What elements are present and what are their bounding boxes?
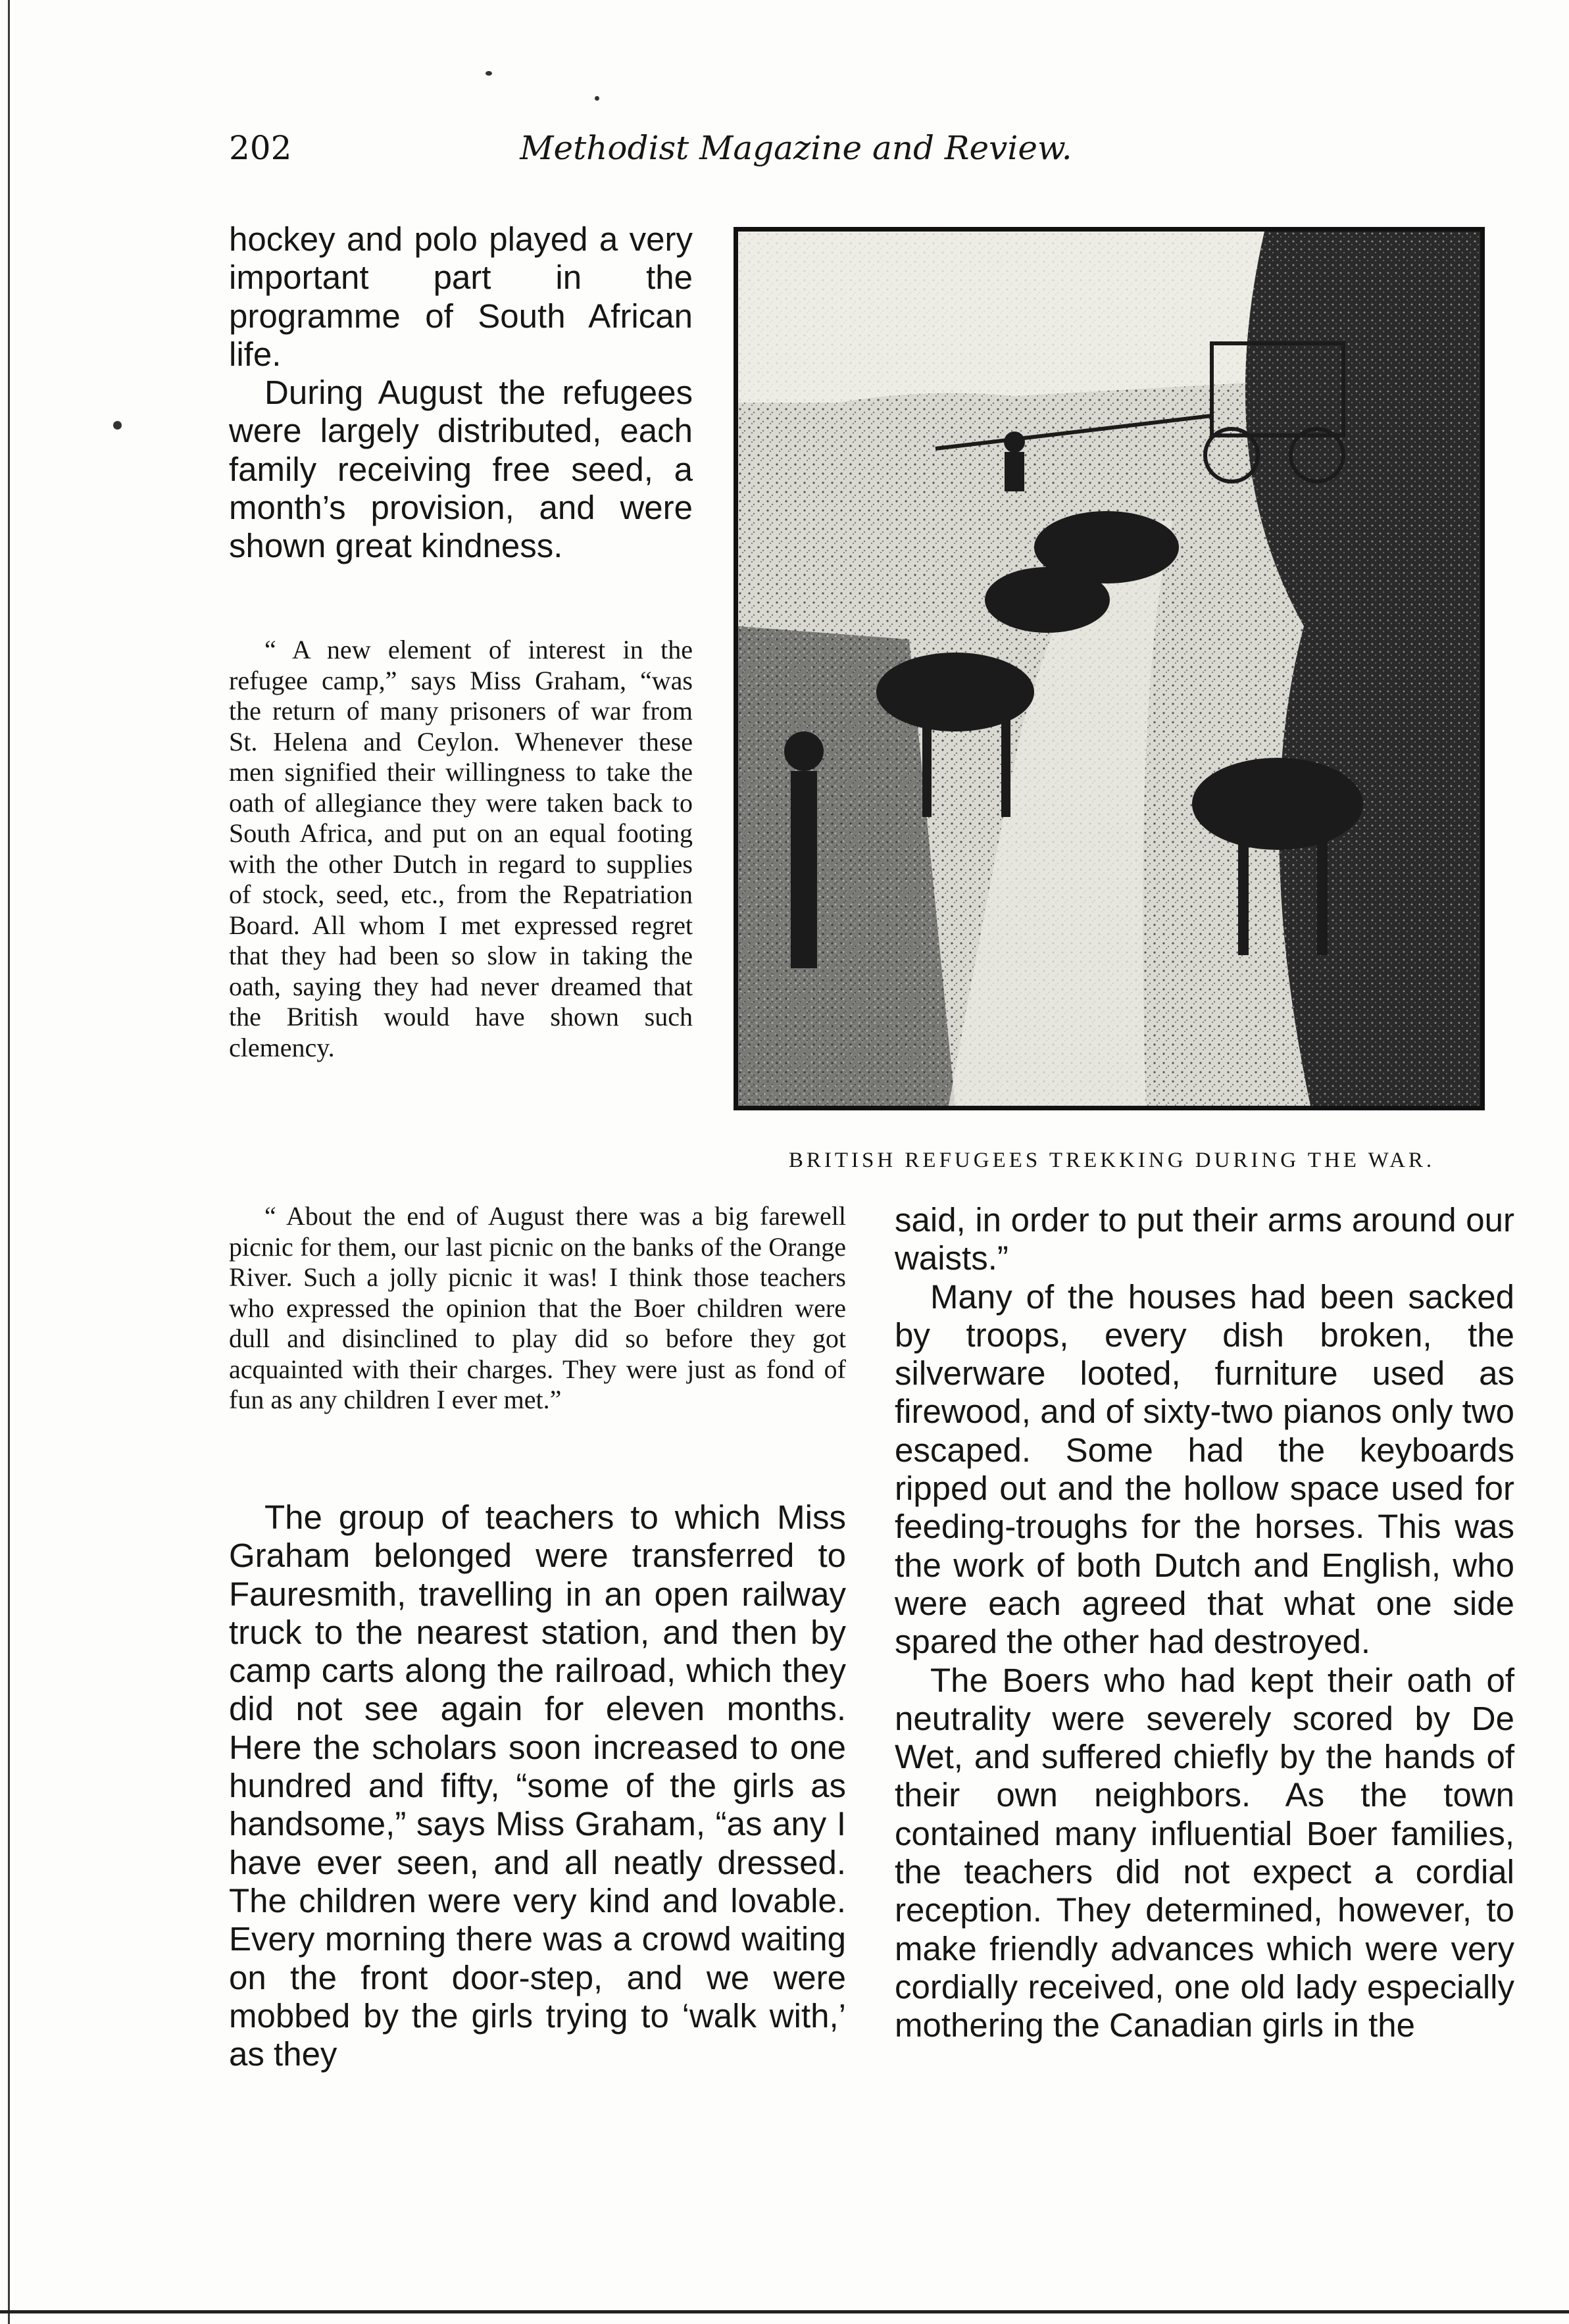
paragraph: The group of teachers to which Miss Graham belonged were transferred to Fauresmith, travelling in an open railway truck to the nearest station, and then by camp carts along the railroad, which they did not see again for eleven months. Here the scholars soon increased to one hundred and fifty, “some of the girls as handsome,” says Miss Graham, “as any I have ever seen, and all neatly dressed. The children were very kind and lovable. Every morning there was a crowd waiting on the front door-step, and we were mobbed by the girls trying to ‘walk with,’ as they [229, 1498, 846, 2073]
page-edge [8, 0, 10, 2324]
quote-paragraph: “ A new element of interest in the refugee camp,” says Miss Graham, “was the return of many prisoners of war from St. Helena and Ceylon. Whenever these men signified their willingness to take the oath of allegiance they were taken back to South Africa, and put on an equal footing with the other Dutch in regard to supplies of stock, seed, etc., from the Repatriation Board. All whom I met expressed regret that they had been so slow in taking the oath, saying they had never dreamed that the British would have shown such clemency. [229, 635, 693, 1062]
quote-paragraph: “ About the end of August there was a big farewell picnic for them, our last picnic on the banks of the Orange River. Such a jolly picnic it was! I think those teachers who expressed the opinion that the Boer children were dull and disinclined to play did so before they got acquainted with their charges. They were just as fond of fun as any children I ever met.” [229, 1201, 846, 1414]
print-speck [486, 71, 492, 76]
paragraph: hockey and polo played a very important part in the programme of South African life. [229, 220, 693, 373]
paragraph: Many of the houses had been sacked by troops, every dish broken, the silverware looted, furniture used as firewood, and of sixty-two pianos only two escaped. Some had the keyboards ripped out and the hollow space used for feeding-troughs for the horses. This was the work of both Dutch and English, who were each agreed that what one side spared the other had destroyed. [895, 1277, 1514, 1661]
print-speck [113, 421, 122, 430]
page-bottom-rule [0, 2310, 1569, 2313]
figure-caption: BRITISH REFUGEES TREKKING DURING THE WAR. [788, 1149, 1435, 1172]
print-speck [595, 96, 599, 101]
left-column [229, 1498, 846, 2073]
right-column [895, 1201, 1514, 2045]
page-number: 202 [229, 129, 292, 167]
paragraph: During August the refugees were largely distributed, each family receiving free seed, a month’s provision, and were shown great kindness. [229, 374, 693, 565]
illustration [734, 227, 1485, 1110]
running-title: Methodist Magazine and Review. [520, 129, 1072, 167]
quote-block [229, 635, 693, 1063]
top-left-column [229, 220, 693, 566]
paragraph: The Boers who had kept their oath of neutrality were severely scored by De Wet, and suffered chiefly by the hands of their own neighbors. As the town contained many influential Boer families, the teachers did not expect a cordial reception. They determined, however, to make friendly advances which were very cordially received, one old lady especially mothering the Canadian girls in the [895, 1661, 1514, 2044]
quote-block [229, 1201, 846, 1416]
page-header [229, 129, 1363, 182]
refugee-trek-photo [738, 232, 1480, 1106]
paragraph: said, in order to put their arms around our waists.” [895, 1201, 1514, 1277]
